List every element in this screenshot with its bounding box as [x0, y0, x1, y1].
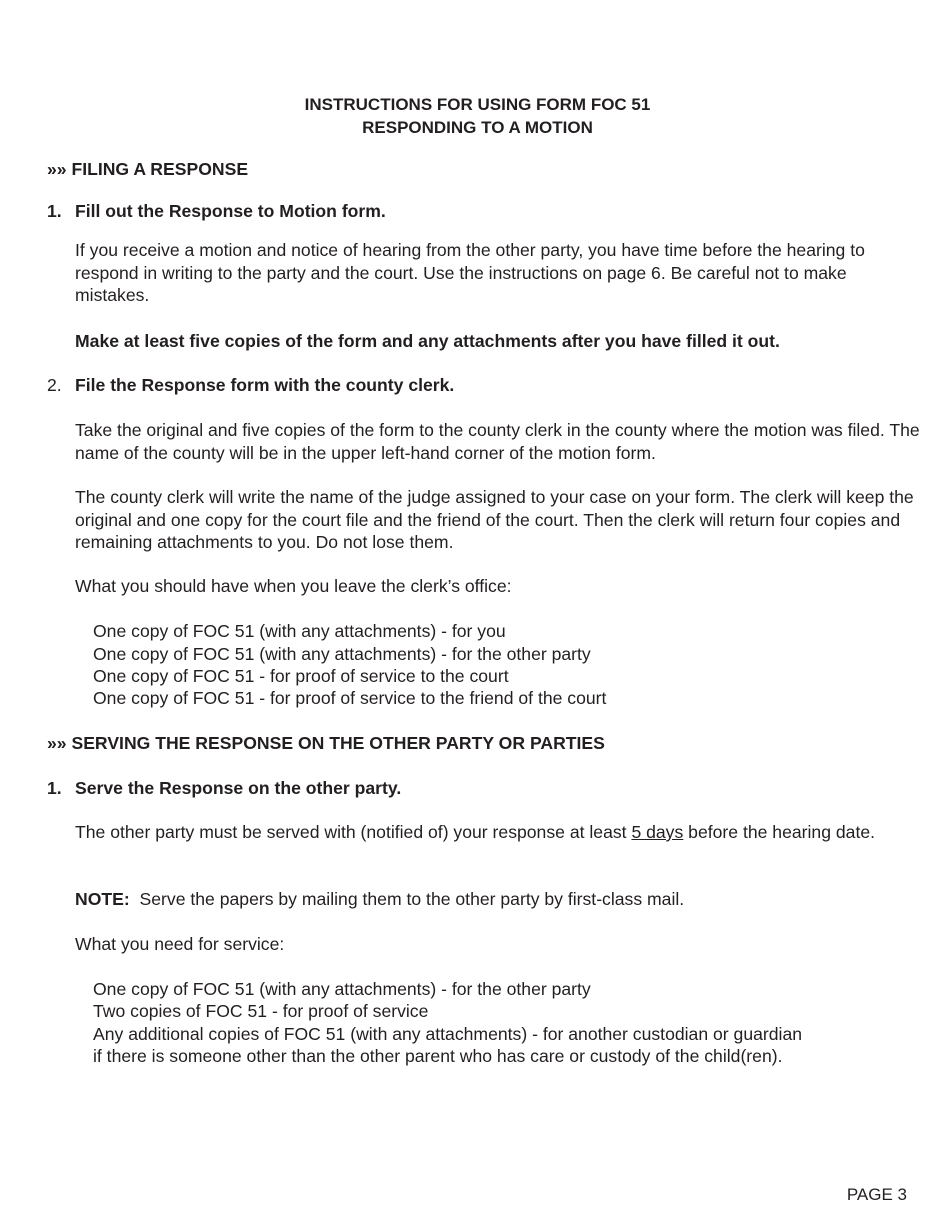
step-number: 1. — [47, 778, 62, 798]
section-heading-filing: »» FILING A RESPONSE — [47, 159, 249, 179]
copies-note: Make at least five copies of the form and any attachments after you have filled it out. — [75, 331, 780, 351]
step-number: 1. — [47, 201, 62, 221]
serve-text-before: The other party must be served with (notified of) your response at least — [75, 822, 632, 842]
serve-instructions — [75, 821, 925, 844]
step-title-serve: Serve the Response on the other party. — [75, 778, 402, 798]
step-title-fill-out: Fill out the Response to Motion form. — [75, 201, 386, 221]
fill-out-instructions: If you receive a motion and notice of hearing from the other party, you have time before the hearing to respond in writing to the party and the court. Use the instructions on page 6. Be careful not to make mistakes. — [75, 240, 865, 306]
note-text: Serve the papers by mailing them to the other party by first-class mail. — [139, 889, 685, 909]
note-line — [75, 888, 684, 911]
list-item: One copy of FOC 51 (with any attachments) - for you — [93, 621, 506, 641]
file-instructions-1: Take the original and five copies of the form to the county clerk in the county where the motion was filed. The name of the county will be in the upper left-hand corner of the motion form. — [75, 420, 920, 463]
list-intro-clerk: What you should have when you leave the clerk’s office: — [75, 576, 512, 596]
list-item: Two copies of FOC 51 - for proof of service — [93, 1001, 429, 1021]
list-item: One copy of FOC 51 (with any attachments) - for the other party — [93, 979, 591, 999]
serve-deadline: 5 days — [631, 822, 684, 842]
list-intro-service: What you need for service: — [75, 934, 285, 954]
note-label: NOTE: — [75, 889, 130, 909]
document-title-line-1: INSTRUCTIONS FOR USING FORM FOC 51 — [304, 95, 651, 114]
serve-text-after: before the hearing date. — [683, 822, 875, 842]
step-title-file: File the Response form with the county clerk. — [75, 375, 455, 395]
list-item: if there is someone other than the other parent who has care or custody of the child(ren). — [93, 1046, 783, 1066]
file-instructions-2: The county clerk will write the name of the judge assigned to your case on your form. The clerk will keep the original and one copy for the court file and the friend of the court. Then the clerk will return four copies and remaining attachments to you. Do not lose them. — [75, 487, 914, 553]
step-number: 2. — [47, 375, 62, 395]
list-item: Any additional copies of FOC 51 (with any attachments) - for another custodian or guardian — [93, 1024, 803, 1044]
list-item: One copy of FOC 51 - for proof of service to the friend of the court — [93, 688, 607, 708]
list-item: One copy of FOC 51 - for proof of service to the court — [93, 666, 509, 686]
list-item: One copy of FOC 51 (with any attachments) - for the other party — [93, 644, 591, 664]
page-number: PAGE 3 — [846, 1185, 907, 1204]
document-title-line-2: RESPONDING TO A MOTION — [362, 118, 593, 137]
section-heading-serving: »» SERVING THE RESPONSE ON THE OTHER PARTY OR PARTIES — [47, 733, 605, 753]
